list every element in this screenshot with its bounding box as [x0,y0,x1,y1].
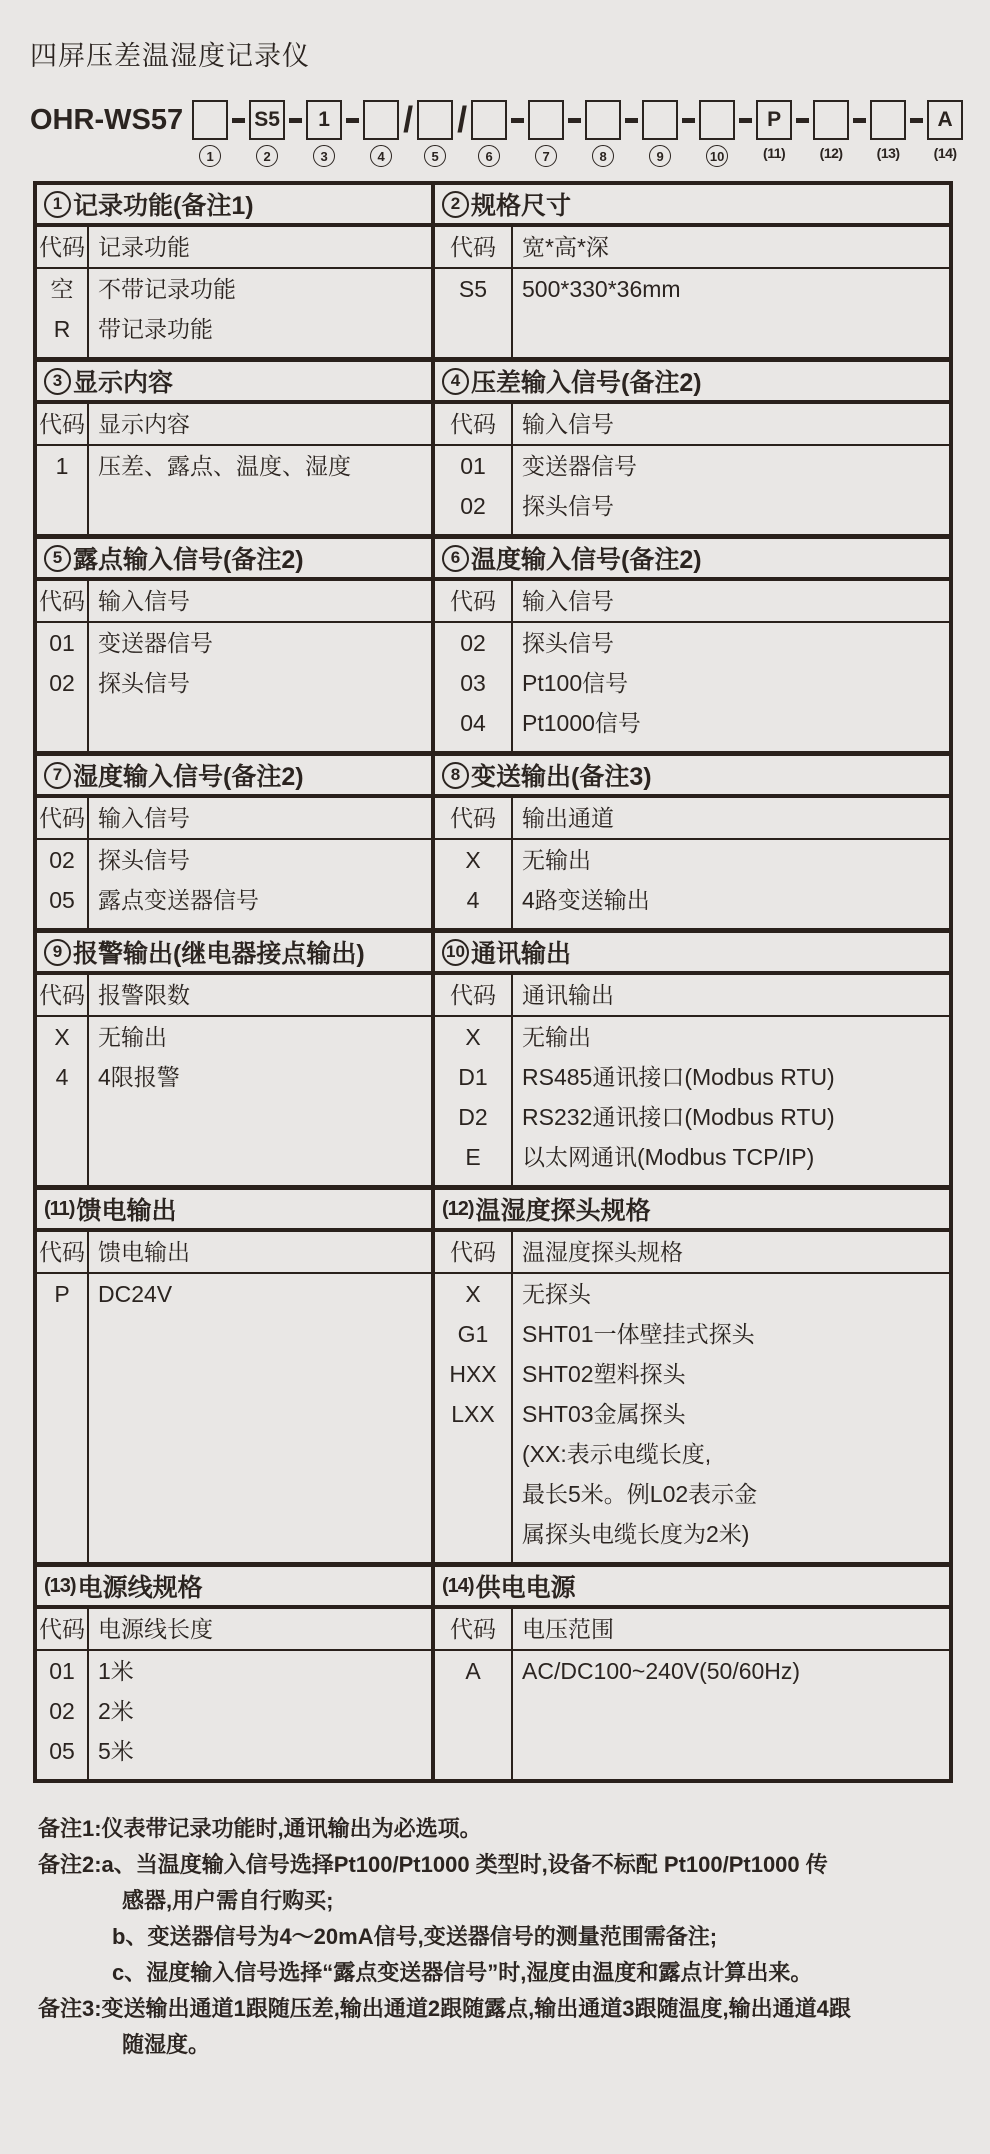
section-header [435,362,949,404]
column-header-row [37,1609,431,1651]
code-column-header: 代码 [37,1232,89,1272]
column-header-row [435,1232,949,1274]
dash-separator [796,118,809,123]
desc-cell: 无输出 [98,1024,167,1050]
section-body [435,446,949,534]
code-cell: X [465,1281,481,1307]
dash-separator [625,118,638,123]
model-position-number: 10 [706,145,728,167]
section-header [37,933,431,975]
code-column [37,840,89,928]
column-header-row [37,404,431,446]
code-column [37,623,89,751]
model-box-14 [927,100,963,161]
section-header [37,539,431,581]
dash-separator [568,118,581,123]
section-1 [37,185,435,357]
model-position-number: 1 [199,145,221,167]
dash-separator [289,118,302,123]
model-position-number: 8 [592,145,614,167]
section-number: (12) [442,1197,474,1220]
section-14 [435,1567,949,1779]
note-line-1: 备注1:仪表带记录功能时,通讯输出为必选项。 [38,1816,482,1841]
code-column-header: 代码 [37,798,89,838]
code-cell: D1 [458,1064,488,1090]
model-box-value: P [767,108,782,131]
code-column [435,269,513,357]
section-body [435,1651,949,1779]
code-cell [435,1434,511,1474]
desc-column-header: 记录功能 [98,234,190,260]
desc-cell: 以太网通讯(Modbus TCP/IP) [522,1144,815,1170]
section-header [435,933,949,975]
section-pair [37,1185,949,1562]
desc-cell: 露点变送器信号 [98,887,259,913]
model-position-number: (11) [763,145,786,161]
code-cell: 02 [49,670,75,696]
section-7 [37,756,435,928]
desc-cell: 变送器信号 [98,630,213,656]
section-title: 露点输入信号(备注2) [73,546,304,574]
desc-cell: 4路变送输出 [522,887,650,913]
desc-cell: Pt1000信号 [522,710,641,736]
code-cell: A [465,1658,481,1684]
section-title: 电源线规格 [77,1574,203,1602]
model-position-number: (13) [876,145,900,161]
section-number: (14) [442,1574,474,1597]
code-cell: S5 [458,276,488,302]
code-cell [435,1474,511,1514]
section-body [435,1017,949,1185]
code-cell: 01 [460,453,486,479]
section-number: 8 [442,762,469,789]
desc-cell: SHT01一体壁挂式探头 [522,1321,755,1347]
dash-separator [346,118,359,123]
section-number: 10 [442,939,469,966]
desc-column [89,623,431,751]
section-header [435,756,949,798]
column-header-row [435,1609,949,1651]
section-number: 3 [44,368,71,395]
note-line-2: c、湿度输入信号选择“露点变送器信号”时,湿度由温度和露点计算出来。 [112,1960,813,1985]
column-header-row [435,581,949,623]
section-title: 报警输出(继电器接点输出) [73,940,365,968]
page-title: 四屏压差温湿度记录仪 [30,41,310,71]
section-header [435,539,949,581]
section-11 [37,1190,435,1562]
section-title: 通讯输出 [471,940,572,968]
code-column-header: 代码 [435,227,513,267]
section-header [435,1567,949,1609]
code-cell: 4 [466,887,480,913]
column-header-row [37,975,431,1017]
note-line-2: 备注2:a、当温度输入信号选择Pt100/Pt1000 类型时,设备不标配 Pt100/Pt1000 传 [38,1852,828,1877]
code-column [37,1017,89,1185]
section-13 [37,1567,435,1779]
desc-column-header: 显示内容 [98,411,190,437]
desc-cell: 变送器信号 [522,453,637,479]
code-column [37,1274,89,1562]
desc-column [513,1274,949,1562]
section-title: 显示内容 [73,369,174,397]
desc-cell: Pt100信号 [522,670,629,696]
desc-cell: 1米 [98,1658,134,1684]
section-number: 4 [442,368,469,395]
desc-cell: AC/DC100~240V(50/60Hz) [522,1658,801,1684]
section-body [37,623,431,751]
slash-separator: / [403,99,414,140]
section-title: 温度输入信号(备注2) [471,546,702,574]
section-body [435,623,949,751]
desc-cell: 压差、露点、温度、湿度 [98,453,351,479]
section-number: 7 [44,762,71,789]
code-column [435,623,513,751]
section-header [37,1190,431,1232]
column-header-row [435,975,949,1017]
model-position-number: 9 [649,145,671,167]
code-cell: R [53,316,71,342]
model-box-9 [642,100,678,164]
code-column [37,446,89,534]
section-pair [37,928,949,1185]
code-cell: 02 [49,1698,75,1724]
code-column-header: 代码 [37,975,89,1015]
code-cell: 02 [460,493,486,519]
dash-separator [739,118,752,123]
desc-cell: 无输出 [522,1024,591,1050]
model-box-12 [813,100,849,161]
model-box-3 [306,100,342,164]
desc-column [513,840,949,928]
code-column-header: 代码 [37,404,89,444]
desc-cell: (XX:表示电缆长度, [522,1441,712,1467]
section-pair [37,751,949,928]
desc-cell: 探头信号 [522,630,614,656]
model-box-value: A [937,108,953,131]
desc-cell: 探头信号 [522,493,614,519]
desc-cell: 带记录功能 [98,316,213,342]
model-box-4 [363,100,399,164]
code-column [37,1651,89,1779]
spec-table [33,181,953,1783]
desc-cell: 无探头 [522,1281,591,1307]
section-number: (11) [44,1197,75,1220]
desc-column [89,840,431,928]
section-title: 湿度输入信号(备注2) [73,763,304,791]
desc-cell: 不带记录功能 [98,276,236,302]
model-position-number: 6 [478,145,500,167]
section-5 [37,539,435,751]
section-body [37,269,431,357]
section-header [37,756,431,798]
section-title: 压差输入信号(备注2) [471,369,702,397]
desc-cell: SHT02塑料探头 [522,1361,686,1387]
desc-cell: 探头信号 [98,670,190,696]
desc-column-header: 报警限数 [98,982,190,1008]
section-title: 温湿度探头规格 [475,1197,651,1225]
code-cell: 02 [460,630,486,656]
section-number: 1 [44,191,71,218]
section-body [435,269,949,357]
code-column-header: 代码 [435,1609,513,1649]
section-pair [37,534,949,751]
section-body [435,840,949,928]
code-column [435,840,513,928]
column-header-row [37,227,431,269]
code-column-header: 代码 [37,1609,89,1649]
desc-column-header: 输入信号 [522,411,614,437]
model-segments [192,99,963,164]
code-column-header: 代码 [37,227,89,267]
section-number: 9 [44,939,71,966]
section-pair [37,185,949,357]
code-column-header: 代码 [435,975,513,1015]
desc-column [513,1651,949,1779]
desc-column-header: 通讯输出 [522,982,614,1008]
section-12 [435,1190,949,1562]
column-header-row [37,1232,431,1274]
desc-column [513,269,949,357]
note-line-2: b、变送器信号为4～20mA信号,变送器信号的测量范围需备注; [112,1924,718,1949]
desc-cell: 属探头电缆长度为2米) [522,1521,750,1547]
section-title: 变送输出(备注3) [471,763,652,791]
code-cell: G1 [457,1321,489,1347]
model-prefix: OHR-WS57 [30,103,184,136]
desc-cell: 500*330*36mm [522,276,681,302]
note-line-3: 备注3:变送输出通道1跟随压差,输出通道2跟随露点,输出通道3跟随温度,输出通道4跟 [38,1996,851,2021]
desc-cell: DC24V [98,1281,173,1307]
section-body [37,1017,431,1185]
section-header [37,185,431,227]
column-header-row [435,227,949,269]
desc-cell: RS232通讯接口(Modbus RTU) [522,1104,835,1130]
section-title: 供电电源 [475,1574,576,1602]
model-box-8 [585,100,621,164]
dash-separator [682,118,695,123]
section-title: 馈电输出 [76,1197,177,1225]
code-column [435,1017,513,1185]
dash-separator [511,118,524,123]
model-position-number: (14) [933,145,957,161]
code-cell: X [465,1024,481,1050]
code-cell: 1 [55,453,69,479]
note-line-2: 感器,用户需自行购买; [122,1888,334,1913]
code-column-header: 代码 [37,581,89,621]
note-line-3: 随湿度。 [122,2032,211,2057]
section-3 [37,362,435,534]
section-body [37,1651,431,1779]
section-header [37,1567,431,1609]
code-cell: 空 [50,276,74,302]
desc-column-header: 宽*高*深 [522,234,609,260]
section-6 [435,539,949,751]
section-body [37,840,431,928]
code-cell: P [54,1281,70,1307]
model-position-number: 5 [424,145,446,167]
model-box-13 [870,100,906,161]
code-column-header: 代码 [435,581,513,621]
code-cell: HXX [449,1361,497,1387]
section-number: (13) [44,1574,76,1597]
desc-cell: RS485通讯接口(Modbus RTU) [522,1064,835,1090]
code-column [435,446,513,534]
model-box-6 [471,100,507,164]
page [0,34,990,2154]
code-cell: LXX [451,1401,495,1427]
code-column [435,1274,513,1562]
desc-cell: 5米 [98,1738,134,1764]
slash-separator: / [457,99,468,140]
section-4 [435,362,949,534]
code-column-header: 代码 [435,1232,513,1272]
desc-column-header: 馈电输出 [98,1239,190,1265]
code-cell: 05 [49,887,75,913]
code-cell: 4 [55,1064,69,1090]
desc-column-header: 温湿度探头规格 [522,1239,683,1265]
section-pair [37,357,949,534]
model-box-value: 1 [318,108,330,131]
column-header-row [37,581,431,623]
model-box-value: S5 [254,108,280,131]
section-header [435,1190,949,1232]
section-header [37,362,431,404]
code-cell: 01 [49,1658,75,1684]
section-pair [37,1562,949,1779]
code-cell: 03 [460,670,486,696]
code-cell: 01 [49,630,75,656]
model-position-number: 7 [535,145,557,167]
code-column-header: 代码 [435,404,513,444]
desc-column-header: 输出通道 [522,805,614,831]
desc-column [513,623,949,751]
code-cell [435,1514,511,1554]
code-column [37,269,89,357]
code-column [435,1651,513,1779]
section-8 [435,756,949,928]
column-header-row [435,404,949,446]
section-body [37,446,431,534]
model-box-11 [756,100,792,161]
model-box-5 [417,100,453,164]
model-position-number: 4 [370,145,392,167]
section-10 [435,933,949,1185]
desc-column-header: 输入信号 [98,805,190,831]
model-position-number: (12) [819,145,843,161]
model-code-line [30,99,990,164]
code-cell: D2 [458,1104,488,1130]
desc-cell: SHT03金属探头 [522,1401,686,1427]
desc-column [89,269,431,357]
desc-column [89,1651,431,1779]
dash-separator [910,118,923,123]
column-header-row [435,798,949,840]
desc-column [89,446,431,534]
desc-cell: 4限报警 [98,1064,180,1090]
section-title: 规格尺寸 [471,192,572,220]
desc-column [89,1274,431,1562]
model-box-10 [699,100,735,164]
code-cell: 05 [49,1738,75,1764]
section-number: 2 [442,191,469,218]
section-number: 6 [442,545,469,572]
model-box-1 [192,100,228,164]
desc-cell: 2米 [98,1698,134,1724]
section-body [435,1274,949,1562]
model-position-number: 2 [256,145,278,167]
section-header [435,185,949,227]
desc-column [513,1017,949,1185]
section-2 [435,185,949,357]
model-box-2 [249,100,285,164]
desc-column-header: 输入信号 [98,588,190,614]
desc-cell: 最长5米。例L02表示金 [522,1481,758,1507]
code-cell: E [465,1144,481,1170]
code-cell: 04 [460,710,486,736]
code-cell: 02 [49,847,75,873]
dash-separator [232,118,245,123]
code-cell: X [465,847,481,873]
notes [38,1811,990,2063]
section-number: 5 [44,545,71,572]
model-position-number: 3 [313,145,335,167]
desc-column-header: 电源线长度 [98,1616,213,1642]
section-body [37,1274,431,1562]
dash-separator [853,118,866,123]
desc-column-header: 电压范围 [522,1616,614,1642]
column-header-row [37,798,431,840]
section-9 [37,933,435,1185]
model-box-7 [528,100,564,164]
code-column-header: 代码 [435,798,513,838]
desc-cell: 探头信号 [98,847,190,873]
desc-cell: 无输出 [522,847,591,873]
section-title: 记录功能(备注1) [73,192,254,220]
code-cell: X [54,1024,70,1050]
desc-column [513,446,949,534]
desc-column [89,1017,431,1185]
desc-column-header: 输入信号 [522,588,614,614]
